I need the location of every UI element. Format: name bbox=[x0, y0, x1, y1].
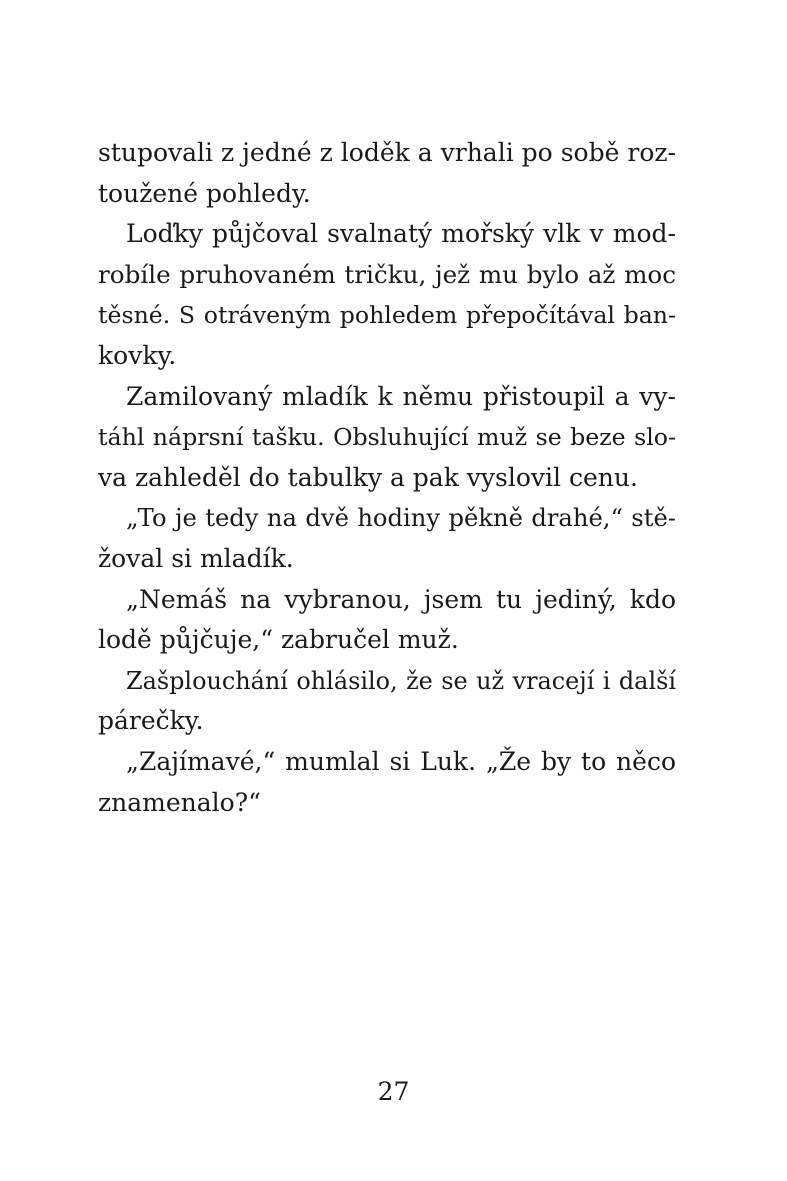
text-line: „Nemáš na vybranou, jsem tu jediný, kdo bbox=[126, 584, 676, 614]
page-number: 27 bbox=[377, 1077, 410, 1106]
text-line: táhl náprsní tašku. Obsluhující muž se beze slo- bbox=[98, 423, 676, 452]
text-line: „To je tedy na dvě hodiny pěkně drahé,“ stě- bbox=[126, 504, 676, 533]
text-line: Loďky půjčoval svalnatý mořský vlk v mod- bbox=[126, 219, 676, 249]
text-line: toužené pohledy. bbox=[98, 178, 311, 208]
text-line: lodě půjčuje,“ zabručel muž. bbox=[98, 625, 459, 655]
text-line: těsné. S otráveným pohledem přepočítával ban- bbox=[98, 301, 676, 330]
text-line: va zahleděl do tabulky a pak vyslovil cenu. bbox=[98, 462, 638, 492]
text-line: Zamilovaný mladík k němu přistoupil a vy- bbox=[126, 381, 676, 411]
text-line: párečky. bbox=[98, 706, 204, 736]
text-line: žoval si mladík. bbox=[98, 543, 294, 573]
text-line: Zašplouchání ohlásilo, že se už vracejí i další bbox=[126, 666, 676, 695]
text-line: stupovali z jedné z loděk a vrhali po sobě roz- bbox=[98, 138, 676, 167]
body-text bbox=[98, 133, 676, 823]
text-line: kovky. bbox=[98, 340, 177, 370]
text-line: „Zajímavé,“ mumlal si Luk. „Že by to něco bbox=[126, 746, 676, 776]
text-line: robíle pruhovaném tričku, jež mu bylo až moc bbox=[98, 259, 676, 289]
text-line: znamenalo?“ bbox=[98, 787, 261, 817]
